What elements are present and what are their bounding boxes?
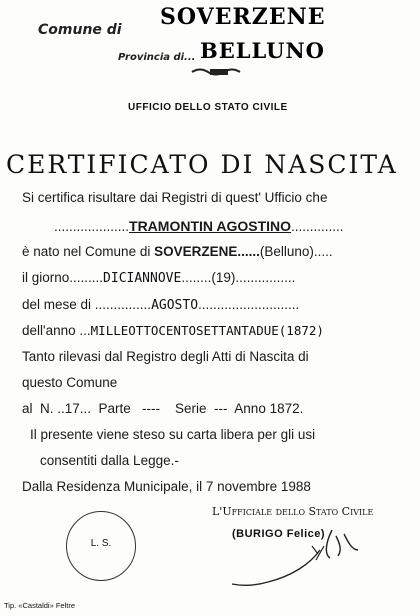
birth-day-line	[22, 270, 295, 286]
day-prefix: il giorno.........	[22, 270, 104, 285]
birthplace-line	[22, 244, 333, 259]
statement-line-1: Il presente viene steso su carta libera per gli usi	[30, 427, 316, 442]
printer-credit: Tip. «Castaldi» Feltre	[4, 601, 76, 610]
comune-name: SOVERZENE	[160, 4, 326, 30]
birthplace-province: (Belluno).....	[259, 244, 333, 259]
seal-circle	[66, 511, 136, 581]
day-suffix: ........(19)................	[181, 270, 296, 285]
birth-month-line	[22, 297, 299, 313]
seal-text: L. S.	[90, 538, 112, 549]
provincia-label: Provincia di...	[118, 52, 196, 63]
year-prefix: dell'anno ...	[22, 323, 91, 338]
birth-year: MILLEOTTOCENTOSETTANTADUE(1872)	[90, 323, 324, 338]
birth-year-line	[22, 323, 324, 338]
month-suffix: ...........................	[198, 297, 300, 312]
issue-date: Dalla Residenza Municipale, il 7 novembre 1988	[22, 479, 311, 494]
certification-intro: Si certifica risultare dai Registri di quest' Ufficio che	[22, 190, 328, 205]
person-name: TRAMONTIN AGOSTINO	[129, 218, 292, 234]
provincia-name: BELLUNO	[200, 38, 325, 63]
registry-line-2: questo Comune	[22, 375, 118, 390]
office-name: UFFICIO DELLO STATO CIVILE	[128, 102, 288, 113]
handwritten-signature	[220, 520, 370, 590]
ornament-flourish	[190, 66, 250, 78]
comune-label: Comune di	[38, 22, 122, 38]
birthplace-comune: SOVERZENE......	[154, 244, 260, 259]
officer-title: L'Ufficiale dello Stato Civile	[212, 505, 374, 518]
month-prefix: del mese di ...............	[22, 297, 152, 312]
birth-day: DICIANNOVE	[103, 271, 182, 286]
registry-line-1: Tanto rilevasi dal Registro degli Atti di Nascita di	[22, 349, 309, 364]
officer-name: (BURIGO Felice)	[232, 528, 326, 540]
certificate-title: CERTIFICATO DI NASCITA	[6, 150, 398, 179]
record-reference: al N. ..17... Parte ---- Serie --- Anno 1872.	[22, 401, 304, 416]
person-name-line	[54, 218, 344, 234]
birthplace-prefix: è nato nel Comune di	[22, 244, 155, 259]
name-dots-left: ....................	[54, 219, 130, 234]
name-dots-right: ..............	[291, 219, 344, 234]
statement-line-2: consentiti dalla Legge.-	[40, 453, 179, 468]
birth-month: AGOSTO	[151, 298, 199, 313]
